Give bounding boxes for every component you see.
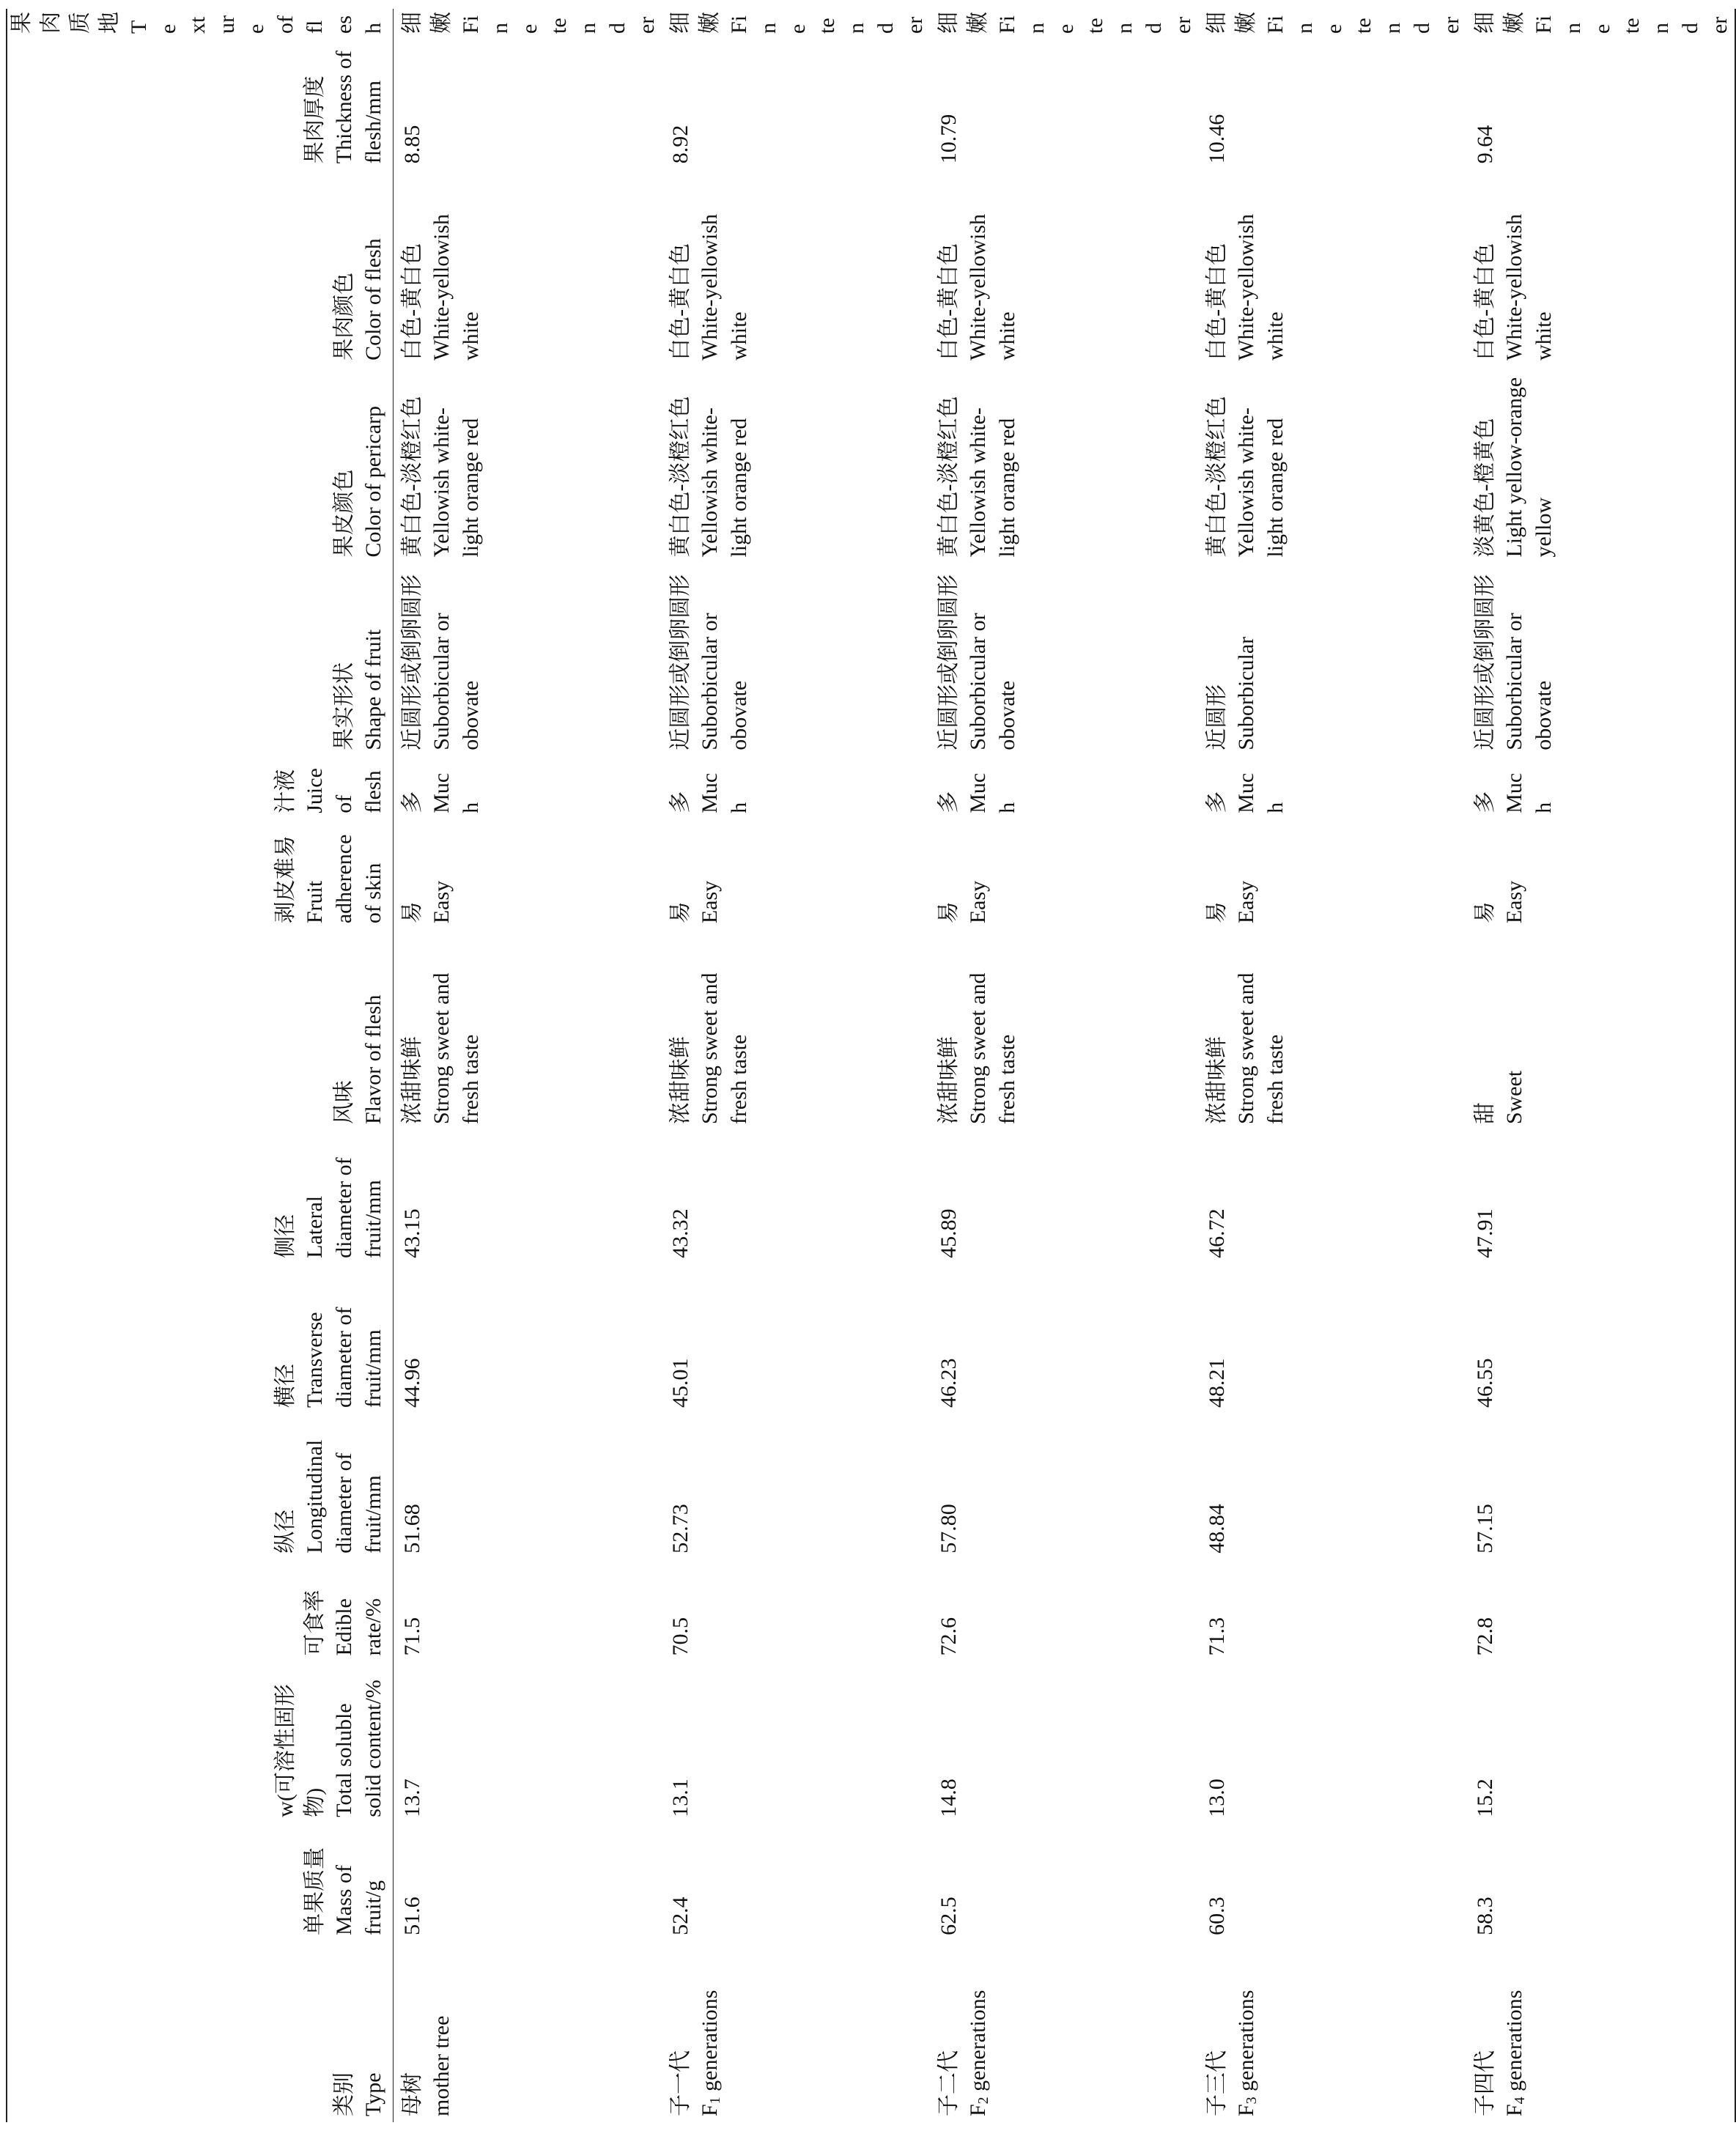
column-header-zh: 可食率: [303, 1589, 327, 1656]
cell-shape-zh: 近圆形或倒卵圆形: [668, 574, 692, 750]
cell-transverse: 44.96: [400, 1358, 424, 1408]
cell-flesh-color-zh: 白色-黄白色: [1473, 243, 1497, 361]
column-header-en: Mass of fruit/g: [332, 1865, 385, 1935]
table-cell: [662, 1559, 930, 1662]
table-cell: [1466, 1559, 1735, 1662]
column-header-zh: 风味: [332, 1080, 356, 1125]
cell-tss: 13.0: [1205, 1779, 1229, 1817]
table-cell: [930, 169, 1198, 366]
cell-pericarp-zh: 黄白色-淡橙红色: [937, 396, 961, 558]
column-header-zh: 果肉厚度: [303, 75, 327, 164]
cell-peel-en: Easy: [1502, 880, 1526, 924]
generation-subscript: 2: [975, 2097, 991, 2105]
column-header: [7, 929, 394, 1130]
cell-thickness: 10.46: [1205, 114, 1229, 164]
table-cell: [662, 1661, 930, 1822]
table-cell: [394, 1264, 662, 1414]
table-cell: [394, 1414, 662, 1559]
column-header: [7, 1661, 394, 1822]
table-cell: [1198, 1823, 1466, 1941]
cell-flesh-color-en: White-yellowish white: [966, 213, 1019, 361]
cell-flavor-zh: 浓甜味鲜: [937, 1036, 961, 1125]
cell-flavor-zh: 甜: [1473, 1102, 1497, 1125]
table-cell: [1466, 819, 1735, 929]
cell-tss: 13.1: [668, 1779, 692, 1817]
cell-peel-zh: 易: [400, 901, 424, 924]
cell-shape-en: Suborbicular or obovate: [429, 613, 483, 750]
cell-pericarp-en: Yellowish white-light orange red: [966, 407, 1019, 558]
cell-peel-en: Easy: [1234, 880, 1258, 924]
table-cell: [930, 1130, 1198, 1264]
cell-texture-zh: 细嫩: [668, 12, 722, 34]
cell-mass: 52.4: [668, 1897, 692, 1935]
cell-flavor-en: Strong sweet and fresh taste: [698, 972, 751, 1125]
column-header-zh: 类别: [332, 2072, 356, 2116]
cell-type-en: [964, 1947, 998, 2116]
table-cell: [1198, 1559, 1466, 1662]
column-header-en: Transverse diameter of fruit/mm: [303, 1307, 385, 1408]
cell-flesh-color-en: White-yellowish white: [429, 213, 483, 361]
cell-shape-en: Suborbicular or obovate: [966, 613, 1019, 750]
cell-lateral: 45.89: [937, 1208, 961, 1258]
table-cell: [1466, 929, 1735, 1130]
cell-edible: 71.3: [1205, 1617, 1229, 1656]
table-cell: [662, 9, 930, 40]
cell-flesh-color-zh: 白色-黄白色: [668, 243, 692, 361]
cell-edible: 72.8: [1473, 1617, 1497, 1656]
cell-thickness: 10.79: [937, 114, 961, 164]
cell-type-zh: 母树: [400, 2072, 424, 2116]
table-cell: [930, 366, 1198, 564]
cell-flesh-color-zh: 白色-黄白色: [937, 243, 961, 361]
generation-subscript: 4: [1512, 2097, 1528, 2105]
cell-pericarp-zh: 黄白色-淡橙红色: [668, 396, 692, 558]
cell-lateral: 43.15: [400, 1208, 424, 1258]
table-cell: [394, 929, 662, 1130]
cell-pericarp-zh: 淡黄色-橙黄色: [1473, 418, 1497, 558]
cell-type-zh: 子四代: [1473, 2050, 1497, 2116]
table-cell: [1198, 169, 1466, 366]
cell-juice-zh: 多: [668, 791, 692, 813]
table-row: [930, 9, 1198, 2122]
table-cell: [662, 366, 930, 564]
table-cell: [1466, 169, 1735, 366]
table-cell: [662, 1823, 930, 1941]
cell-flesh-color-en: White-yellowish white: [1234, 213, 1288, 361]
cell-mass: 60.3: [1205, 1897, 1229, 1935]
cell-texture-en: Fine tender: [459, 15, 659, 34]
table-cell: [1198, 929, 1466, 1130]
cell-lateral: 46.72: [1205, 1208, 1229, 1258]
column-header-en: Thickness of flesh/mm: [332, 51, 385, 164]
cell-lateral: 43.32: [668, 1208, 692, 1258]
table-cell: [1466, 40, 1735, 169]
cell-pericarp-en: Yellowish white-light orange red: [429, 407, 483, 558]
cell-thickness: 8.85: [400, 125, 424, 164]
cell-flavor-zh: 浓甜味鲜: [400, 1036, 424, 1125]
table-cell: [394, 756, 662, 819]
column-header-en: Type: [361, 2072, 385, 2116]
cell-shape-zh: 近圆形或倒卵圆形: [400, 574, 424, 750]
column-header: [7, 40, 394, 169]
cell-juice-zh: 多: [400, 791, 424, 813]
cell-texture-zh: 细嫩: [1473, 12, 1526, 34]
cell-transverse: 46.55: [1473, 1358, 1497, 1408]
generation-letter: F: [1502, 2104, 1526, 2116]
cell-juice-zh: 多: [937, 791, 961, 813]
column-header-zh: 果肉质地: [10, 12, 122, 34]
column-header: [7, 9, 394, 40]
cell-shape-en: Suborbicular or obovate: [698, 613, 751, 750]
table-cell: [662, 1130, 930, 1264]
generation-letter: F: [966, 2104, 990, 2116]
column-header: [7, 1264, 394, 1414]
column-header-zh: 纵径: [273, 1509, 298, 1554]
cell-flavor-en: Sweet: [1502, 1070, 1526, 1125]
cell-texture-en: Fine tender: [1532, 15, 1732, 34]
table-row: [662, 9, 930, 2122]
table-cell: [1466, 366, 1735, 564]
cell-mass: 58.3: [1473, 1897, 1497, 1935]
cell-type-en: [1232, 1947, 1266, 2116]
table-cell: [1198, 1130, 1466, 1264]
cell-flesh-color-en: White-yellowish white: [1502, 213, 1556, 361]
table-cell: [662, 756, 930, 819]
cell-flesh-color-en: White-yellowish white: [698, 213, 751, 361]
cell-peel-zh: 易: [1473, 901, 1497, 924]
cell-peel-zh: 易: [668, 901, 692, 924]
table-cell: [930, 564, 1198, 756]
column-header-zh: 汁液: [273, 769, 298, 813]
table-cell: [394, 169, 662, 366]
cell-type-zh: 子二代: [937, 2050, 961, 2116]
table-cell: [930, 819, 1198, 929]
cell-type-en: [1500, 1947, 1534, 2116]
cell-juice-en: Much: [429, 772, 483, 813]
column-header-en: Shape of fruit: [361, 629, 385, 750]
table-cell: [1466, 756, 1735, 819]
cell-longitudinal: 57.15: [1473, 1504, 1497, 1554]
generation-label: generations: [1502, 1990, 1526, 2097]
table-cell: [1466, 1941, 1735, 2122]
cell-pericarp-en: Yellowish white-light orange red: [1234, 407, 1288, 558]
cell-tss: 14.8: [937, 1779, 961, 1817]
table-cell: [1198, 1264, 1466, 1414]
cell-texture-zh: 细嫩: [1205, 12, 1258, 34]
table-cell: [394, 40, 662, 169]
table-cell: [930, 929, 1198, 1130]
column-header: [7, 169, 394, 366]
table-cell: [930, 1941, 1198, 2122]
table-row: [1198, 9, 1466, 2122]
table-cell: [930, 1661, 1198, 1822]
cell-shape-en: Suborbicular: [1234, 636, 1258, 750]
cell-type-zh: 子三代: [1205, 2050, 1229, 2116]
cell-longitudinal: 48.84: [1205, 1504, 1229, 1554]
cell-edible: 72.6: [937, 1617, 961, 1656]
column-header-zh: 果皮颜色: [332, 469, 356, 558]
generation-label: generations: [698, 1990, 722, 2097]
cell-texture-en: Fine tender: [1263, 15, 1463, 34]
column-header-zh: 果实形状: [332, 662, 356, 750]
cell-texture-en: Fine tender: [995, 15, 1195, 34]
table-cell: [930, 40, 1198, 169]
cell-flavor-en: Strong sweet and fresh taste: [966, 972, 1019, 1125]
cell-edible: 71.5: [400, 1617, 424, 1656]
table-cell: [1198, 1414, 1466, 1559]
table-cell: [662, 40, 930, 169]
table-cell: [394, 1661, 662, 1822]
column-header-zh: 果肉颜色: [332, 272, 356, 361]
generation-letter: F: [1234, 2104, 1258, 2116]
cell-tss: 13.7: [400, 1779, 424, 1817]
column-header-en: Longitudinal diameter of fruit/mm: [303, 1439, 385, 1554]
table-cell: [662, 1264, 930, 1414]
column-header-en: Color of pericarp: [361, 405, 385, 558]
column-header-zh: 横径: [273, 1363, 298, 1408]
table-cell: [930, 756, 1198, 819]
table-cell: [662, 564, 930, 756]
column-header: [7, 756, 394, 819]
column-header-zh: 侧径: [273, 1214, 298, 1258]
cell-pericarp-en: Light yellow-orange yellow: [1502, 377, 1556, 558]
column-header-zh: w(可溶性固形物): [273, 1684, 327, 1817]
cell-texture-zh: 细嫩: [937, 12, 990, 34]
cell-thickness: 8.92: [668, 125, 692, 164]
cell-pericarp-zh: 黄白色-淡橙红色: [1205, 396, 1229, 558]
generation-letter: F: [698, 2104, 722, 2116]
cell-shape-zh: 近圆形或倒卵圆形: [1473, 574, 1497, 750]
table-cell: [1198, 40, 1466, 169]
cell-lateral: 47.91: [1473, 1208, 1497, 1258]
cell-pericarp-en: Yellowish white-light orange red: [698, 407, 751, 558]
cell-tss: 15.2: [1473, 1779, 1497, 1817]
cell-peel-zh: 易: [1205, 901, 1229, 924]
cell-peel-zh: 易: [937, 901, 961, 924]
generation-label: generations: [1234, 1990, 1258, 2097]
column-header: [7, 1823, 394, 1941]
cell-juice-zh: 多: [1473, 791, 1497, 813]
table-cell: [662, 929, 930, 1130]
table-cell: [1198, 564, 1466, 756]
column-header-en: Color of flesh: [361, 238, 385, 361]
table-cell: [394, 1823, 662, 1941]
table-row: [394, 9, 662, 2122]
column-header-en: Fruit adherence of skin: [303, 834, 385, 924]
cell-longitudinal: 57.80: [937, 1504, 961, 1554]
generation-subscript: 1: [707, 2097, 723, 2105]
cell-pericarp-zh: 黄白色-淡橙红色: [400, 396, 424, 558]
column-header-en: Total soluble solid content/%: [332, 1680, 385, 1817]
column-header: [7, 1559, 394, 1662]
cell-longitudinal: 51.68: [400, 1504, 424, 1554]
table-cell: [394, 564, 662, 756]
column-header-en: Flavor of flesh: [361, 994, 385, 1125]
table-cell: [662, 1414, 930, 1559]
table-cell: [394, 1559, 662, 1662]
cell-longitudinal: 52.73: [668, 1504, 692, 1554]
cell-shape-zh: 近圆形: [1205, 684, 1229, 750]
cell-type-zh: 子一代: [668, 2050, 692, 2116]
column-header-en: Texture of flesh: [127, 15, 385, 34]
table-cell: [930, 1414, 1198, 1559]
column-header: [7, 819, 394, 929]
cell-thickness: 9.64: [1473, 125, 1497, 164]
cell-transverse: 48.21: [1205, 1358, 1229, 1408]
cell-shape-en: Suborbicular or obovate: [1502, 613, 1556, 750]
column-header-zh: 单果质量: [303, 1847, 327, 1935]
cell-juice-en: Much: [1234, 772, 1288, 813]
table-cell: [1466, 1661, 1735, 1822]
table-row: [1466, 9, 1735, 2122]
fruit-traits-table: [6, 9, 1736, 2122]
table-cell: [1466, 1130, 1735, 1264]
table-cell: [1466, 1414, 1735, 1559]
cell-flesh-color-zh: 白色-黄白色: [400, 243, 424, 361]
cell-juice-en: Much: [1502, 772, 1556, 813]
cell-juice-en: Much: [698, 772, 751, 813]
table-cell: [394, 366, 662, 564]
table-cell: [1466, 1823, 1735, 1941]
column-header: [7, 366, 394, 564]
cell-peel-en: Easy: [966, 880, 990, 924]
table-cell: [1198, 1941, 1466, 2122]
generation-subscript: 3: [1244, 2097, 1260, 2105]
cell-type-en: mother tree: [429, 2015, 454, 2116]
cell-transverse: 45.01: [668, 1358, 692, 1408]
table-cell: [1198, 1661, 1466, 1822]
cell-peel-en: Easy: [429, 880, 454, 924]
table-body: [394, 9, 1736, 2122]
cell-mass: 51.6: [400, 1897, 424, 1935]
table-cell: [662, 1941, 930, 2122]
table-cell: [1466, 564, 1735, 756]
cell-edible: 70.5: [668, 1617, 692, 1656]
column-header-en: Edible rate/%: [332, 1598, 385, 1656]
cell-juice-zh: 多: [1205, 791, 1229, 813]
cell-juice-en: Much: [966, 772, 1019, 813]
table-cell: [930, 1823, 1198, 1941]
column-header: [7, 1414, 394, 1559]
table-cell: [1198, 366, 1466, 564]
column-header-zh: 剥皮难易: [273, 835, 298, 924]
column-header: [7, 1941, 394, 2122]
cell-flavor-en: Strong sweet and fresh taste: [429, 972, 483, 1125]
table-cell: [662, 169, 930, 366]
cell-type-en: [695, 1947, 730, 2116]
table-cell: [394, 9, 662, 40]
table-cell: [930, 1559, 1198, 1662]
cell-texture-zh: 细嫩: [400, 12, 454, 34]
table-cell: [930, 9, 1198, 40]
column-header: [7, 564, 394, 756]
cell-flavor-zh: 浓甜味鲜: [668, 1036, 692, 1125]
cell-transverse: 46.23: [937, 1358, 961, 1408]
table-cell: [1198, 9, 1466, 40]
cell-shape-zh: 近圆形或倒卵圆形: [937, 574, 961, 750]
table-cell: [1466, 9, 1735, 40]
table-cell: [1198, 819, 1466, 929]
cell-mass: 62.5: [937, 1897, 961, 1935]
header-row: [7, 9, 394, 2122]
cell-peel-en: Easy: [698, 880, 722, 924]
table-cell: [394, 1941, 662, 2122]
table-cell: [1198, 756, 1466, 819]
table-cell: [394, 1130, 662, 1264]
cell-texture-en: Fine tender: [727, 15, 927, 34]
table-cell: [394, 819, 662, 929]
column-header-en: Juice of flesh: [303, 768, 385, 813]
cell-flavor-en: Strong sweet and fresh taste: [1234, 972, 1288, 1125]
cell-flesh-color-zh: 白色-黄白色: [1205, 243, 1229, 361]
column-header-en: Lateral diameter of fruit/mm: [303, 1157, 385, 1258]
table-cell: [930, 1264, 1198, 1414]
cell-flavor-zh: 浓甜味鲜: [1205, 1036, 1229, 1125]
generation-label: generations: [966, 1990, 990, 2097]
column-header: [7, 1130, 394, 1264]
table-cell: [1466, 1264, 1735, 1414]
table-cell: [662, 819, 930, 929]
